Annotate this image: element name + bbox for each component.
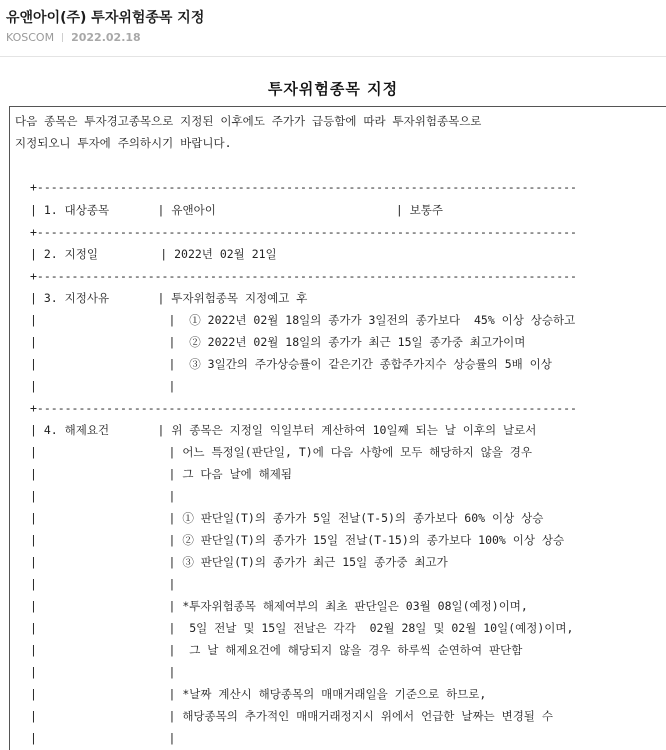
table-row-reason-1: | | ① 2022년 02월 18일의 종가가 3일전의 종가보다 45% 이상 상승하고 — [30, 313, 576, 327]
table-row-blank: | | — [30, 577, 176, 591]
article-meta — [6, 31, 141, 44]
table-row-blank: | | — [30, 665, 176, 679]
table-border: +------------------------------------------------------------------------------ — [30, 269, 577, 283]
table-row-reason-3: | | ③ 3일간의 주가상승률이 같은기간 종합주가지수 상승률의 5배 이상 — [30, 357, 552, 371]
table-border: +------------------------------------------------------------------------------ — [30, 225, 577, 239]
table-border: +------------------------------------------------------------------------------ — [30, 180, 577, 194]
table-row-reason-2: | | ② 2022년 02월 18일의 종가가 최근 15일 종가중 최고가이며 — [30, 335, 526, 349]
table-row-blank: | | — [30, 379, 176, 393]
table-row-note-2: | | 해당종목의 추가적인 매매거래정지시 위에서 언급한 날짜는 변경될 수 — [30, 709, 553, 723]
table-row-blank: | | — [30, 731, 176, 745]
table-row-condition-2: | | ② 판단일(T)의 종가가 15일 전날(T-15)의 종가보다 100% 이상 상승 — [30, 533, 565, 547]
publish-date: 2022.02.18 — [71, 31, 141, 44]
table-row-release: | | 그 다음 날에 해제됨 — [30, 467, 292, 481]
article-header — [0, 0, 666, 57]
table-row-note-2: | | *날짜 계산시 해당종목의 매매거래일을 기준으로 하므로, — [30, 687, 487, 701]
table-row-release: | | 어느 특정일(판단일, T)에 다음 사항에 모두 해당하지 않을 경우 — [30, 445, 533, 459]
doc-line: 지정되오니 투자에 주의하시기 바랍니다. — [15, 136, 232, 150]
table-row-release: | 4. 해제요건 | 위 종목은 지정일 익일부터 계산하여 10일째 되는 날 이후의 날로서 — [30, 423, 537, 437]
meta-divider — [62, 33, 63, 42]
table-border: +------------------------------------------------------------------------------ — [30, 401, 577, 415]
article-headline[interactable]: 유앤아이(주) 투자위험종목 지정 — [6, 10, 205, 26]
table-row-note-1: | | *투자위험종목 해제여부의 최초 판단일은 03월 08일(예정)이며, — [30, 599, 528, 613]
table-row-condition-1: | | ① 판단일(T)의 종가가 5일 전날(T-5)의 종가보다 60% 이상 상승 — [30, 511, 544, 525]
doc-line: 다음 종목은 투자경고종목으로 지정된 이후에도 주가가 급등함에 따라 투자위험종목으로 — [15, 114, 482, 128]
table-row-condition-3: | | ③ 판단일(T)의 종가가 최근 15일 종가중 최고가 — [30, 555, 448, 569]
table-row-note-1: | | 5일 전날 및 15일 전날은 각각 02월 28일 및 02월 10일(예정)이며, — [30, 621, 574, 635]
source-label: KOSCOM — [6, 31, 55, 44]
table-row-target: | 1. 대상종목 | 유앤아이 | 보통주 — [30, 203, 443, 217]
table-row-note-1: | | 그 날 해제요건에 해당되지 않을 경우 하루씩 순연하여 판단함 — [30, 643, 523, 657]
table-row-date: | 2. 지정일 | 2022년 02월 21일 — [30, 247, 277, 261]
table-row-reason: | 3. 지정사유 | 투자위험종목 지정예고 후 — [30, 291, 308, 305]
document-title: 투자위험종목 지정 — [267, 80, 399, 98]
table-row-blank: | | — [30, 489, 176, 503]
